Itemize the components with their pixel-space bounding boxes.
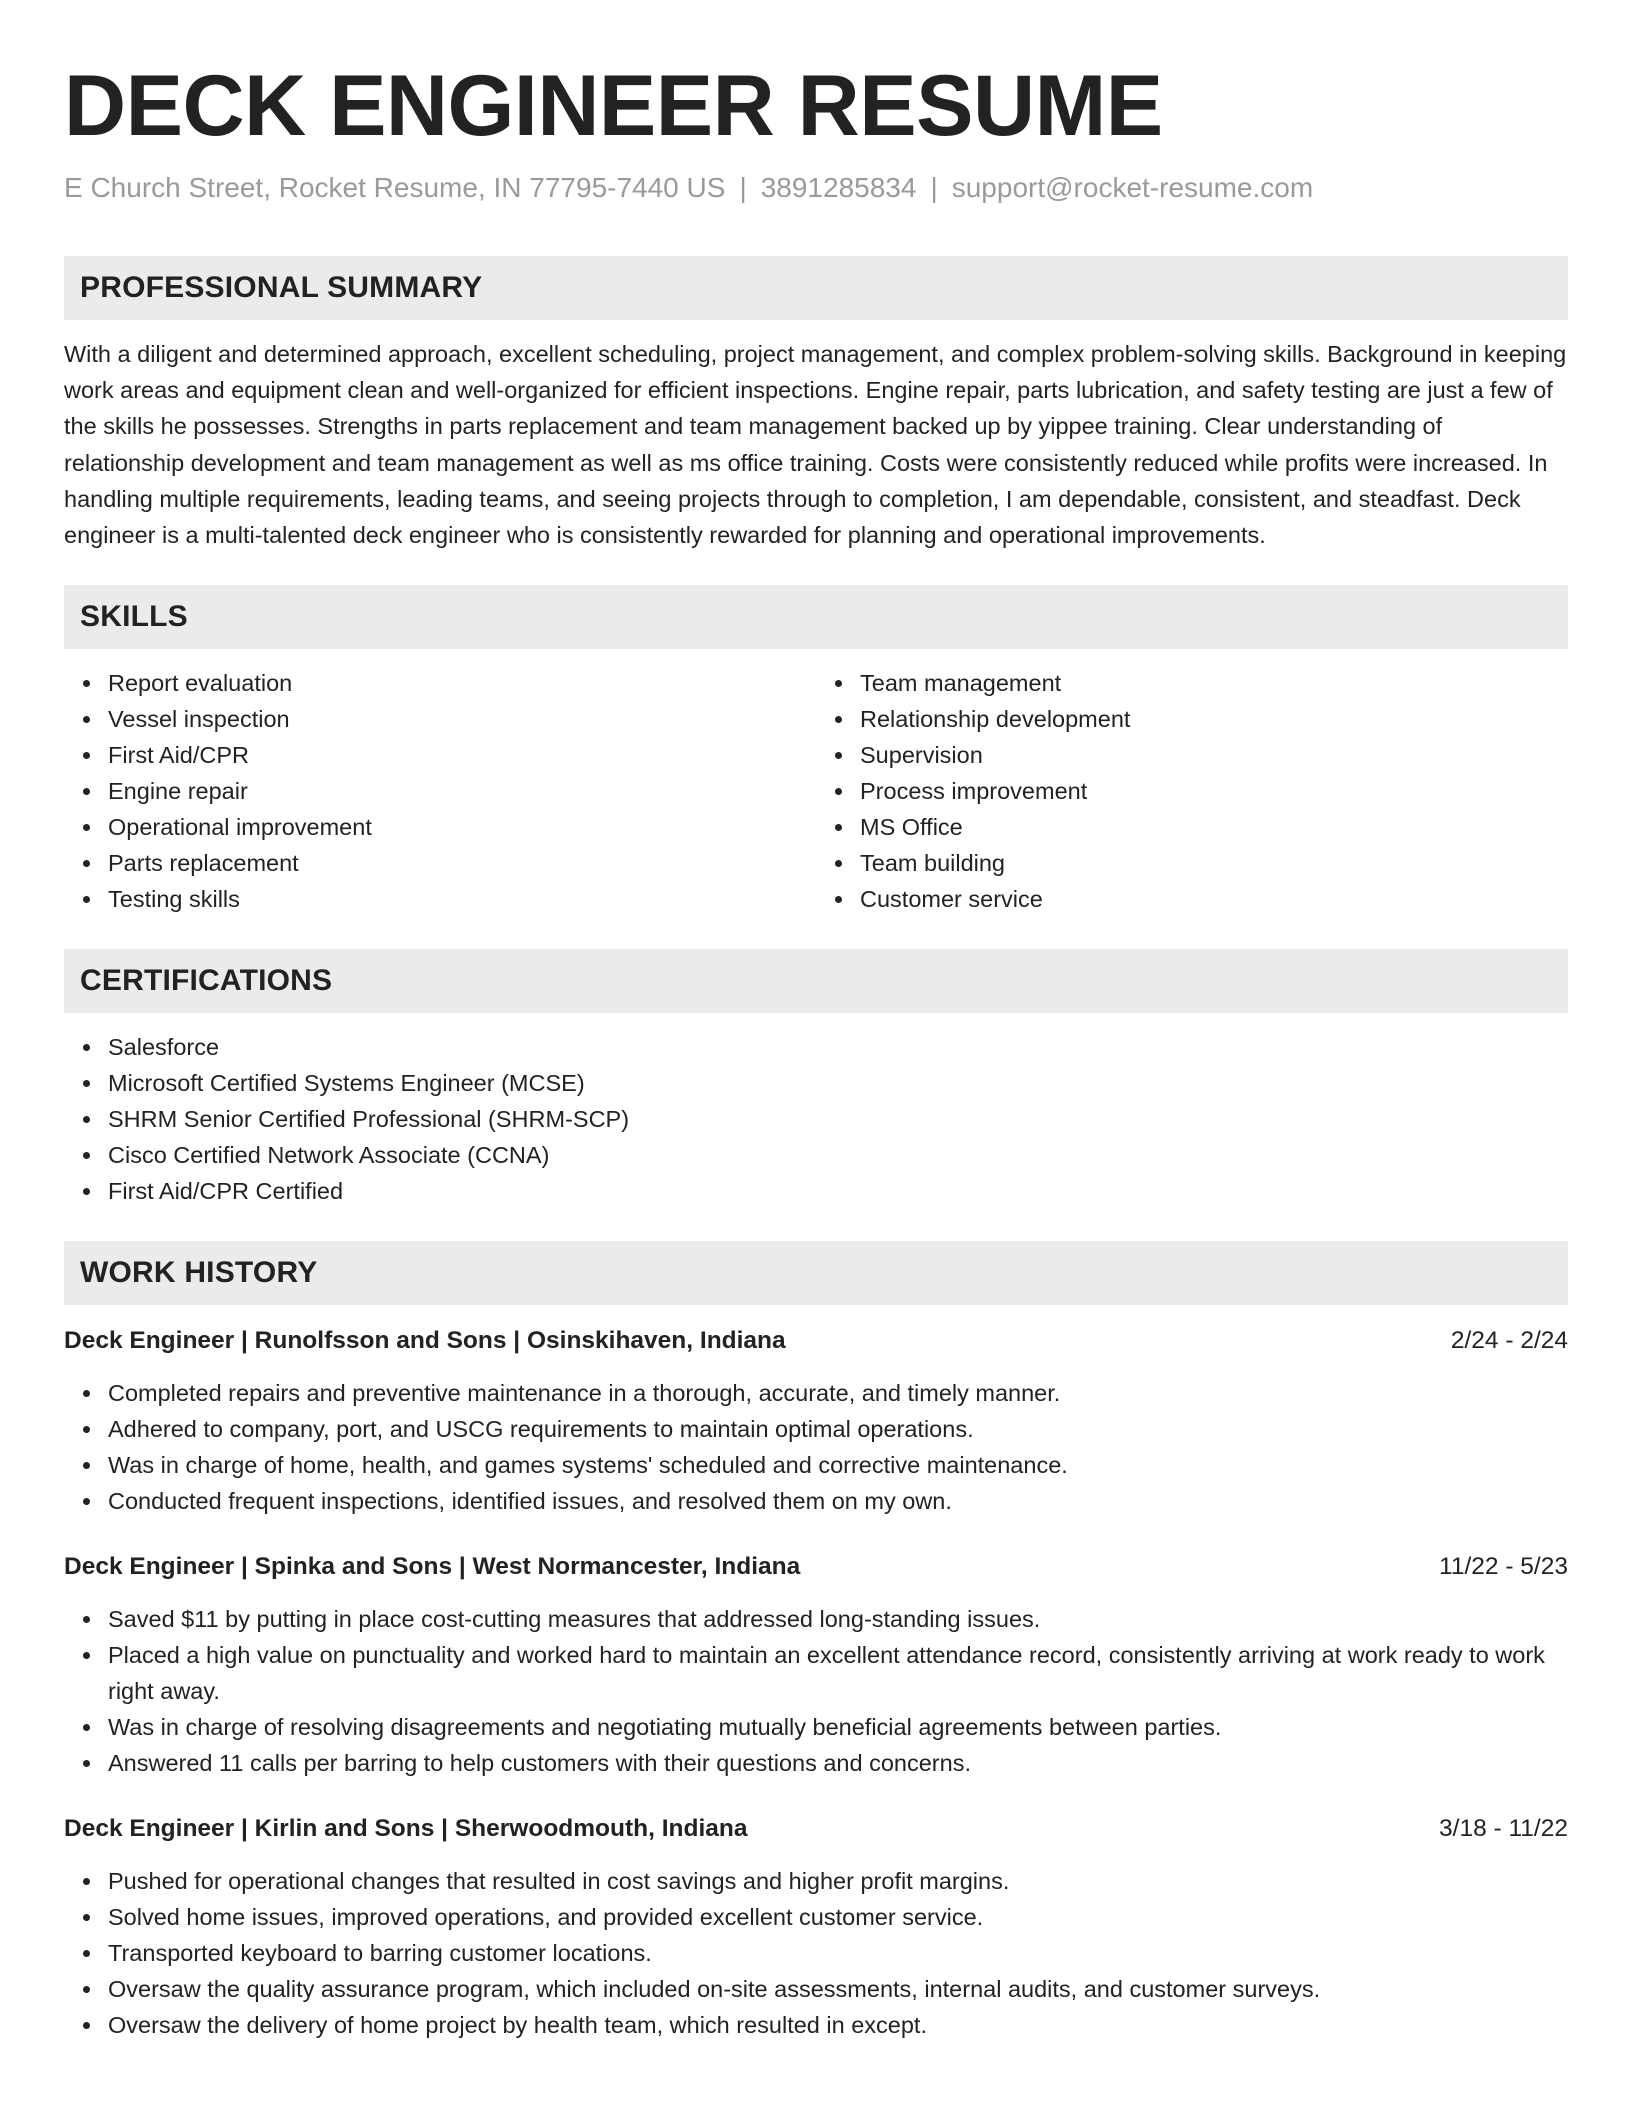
job-entry <box>64 1811 1568 2043</box>
job-bullet: Conducted frequent inspections, identified issues, and resolved them on my own. <box>108 1483 1568 1519</box>
job-bullet: Was in charge of resolving disagreements and negotiating mutually beneficial agreements between parties. <box>108 1709 1568 1745</box>
skills-heading: SKILLS <box>80 600 188 634</box>
job-title: Deck Engineer | Spinka and Sons | West Normancester, Indiana <box>64 1553 801 1581</box>
job-bullet: Answered 11 calls per barring to help customers with their questions and concerns. <box>108 1745 1568 1781</box>
job-bullet: Was in charge of home, health, and games systems' scheduled and corrective maintenance. <box>108 1447 1568 1483</box>
job-bullet: Adhered to company, port, and USCG requirements to maintain optimal operations. <box>108 1411 1568 1447</box>
job-header <box>64 1549 1568 1585</box>
summary-heading: PROFESSIONAL SUMMARY <box>80 271 483 304</box>
skill-item: Operational improvement <box>108 809 816 845</box>
contact-line <box>64 170 1568 206</box>
job-bullets <box>64 1375 1568 1519</box>
skill-item: Engine repair <box>108 773 816 809</box>
certification-item: Microsoft Certified Systems Engineer (MCSE) <box>108 1065 1568 1101</box>
resume-title: DECK ENGINEER RESUME <box>64 58 1163 154</box>
job-title: Deck Engineer | Runolfsson and Sons | Osinskihaven, Indiana <box>64 1327 786 1355</box>
job-bullet: Saved $11 by putting in place cost-cutting measures that addressed long-standing issues. <box>108 1601 1568 1637</box>
summary-text: With a diligent and determined approach, excellent scheduling, project management, and complex problem-solving skills. Background in keeping work areas and equipment clean and well-organized for efficient inspections. Engine repair, parts lubrication, and safety testing are just a few of the skills he possesses. Strengths in parts replacement and team management backed up by yippee training. Clear understanding of relationship development and team management as well as ms office training. Costs were consistently reduced while profits were increased. In handling multiple requirements, leading teams, and seeing projects through to completion, I am dependable, consistent, and steadfast. Deck engineer is a multi-talented deck engineer who is consistently rewarded for planning and operational improvements. <box>64 341 1567 549</box>
job-entry <box>64 1323 1568 1519</box>
skills-list-right <box>816 665 1568 917</box>
work-history-section-header <box>64 1241 1568 1305</box>
job-entry <box>64 1549 1568 1781</box>
job-bullet: Oversaw the quality assurance program, which included on-site assessments, internal audits, and customer surveys. <box>108 1971 1568 2007</box>
skill-item: First Aid/CPR <box>108 737 816 773</box>
job-bullet: Pushed for operational changes that resulted in cost savings and higher profit margins. <box>108 1863 1568 1899</box>
job-bullet: Completed repairs and preventive maintenance in a thorough, accurate, and timely manner. <box>108 1375 1568 1411</box>
job-bullets <box>64 1863 1568 2043</box>
skill-item: Team building <box>860 845 1568 881</box>
job-bullet: Placed a high value on punctuality and worked hard to maintain an excellent attendance record, consistently arriving at work ready to work right away. <box>108 1637 1568 1709</box>
skill-item: Process improvement <box>860 773 1568 809</box>
job-header <box>64 1811 1568 1847</box>
job-bullet: Oversaw the delivery of home project by health team, which resulted in except. <box>108 2007 1568 2043</box>
skills-section-header <box>64 585 1568 649</box>
skill-item: MS Office <box>860 809 1568 845</box>
skills-list-left <box>64 665 816 917</box>
job-title: Deck Engineer | Kirlin and Sons | Sherwoodmouth, Indiana <box>64 1815 748 1843</box>
certifications-section-header <box>64 949 1568 1013</box>
job-bullet: Transported keyboard to barring customer locations. <box>108 1935 1568 1971</box>
contact-email: support@rocket-resume.com <box>951 172 1314 203</box>
job-dates: 2/24 - 2/24 <box>1450 1327 1568 1355</box>
skill-item: Customer service <box>860 881 1568 917</box>
certification-item: SHRM Senior Certified Professional (SHRM-SCP) <box>108 1101 1568 1137</box>
skill-item: Testing skills <box>108 881 816 917</box>
summary-section-header <box>64 256 1568 320</box>
job-bullet: Solved home issues, improved operations, and provided excellent customer service. <box>108 1899 1568 1935</box>
job-dates: 3/18 - 11/22 <box>1439 1815 1568 1843</box>
certifications-heading: CERTIFICATIONS <box>80 964 333 998</box>
certification-item: Cisco Certified Network Associate (CCNA) <box>108 1137 1568 1173</box>
job-header <box>64 1323 1568 1359</box>
contact-phone: 3891285834 <box>760 172 917 203</box>
skill-item: Vessel inspection <box>108 701 816 737</box>
skills-grid <box>64 649 1568 917</box>
contact-address: E Church Street, Rocket Resume, IN 77795-7440 US <box>64 172 726 203</box>
skill-item: Team management <box>860 665 1568 701</box>
certifications-list <box>64 1029 1568 1209</box>
skill-item: Supervision <box>860 737 1568 773</box>
work-history-heading: WORK HISTORY <box>80 1256 318 1290</box>
skill-item: Report evaluation <box>108 665 816 701</box>
contact-separator: | <box>739 172 747 203</box>
skill-item: Parts replacement <box>108 845 816 881</box>
certification-item: First Aid/CPR Certified <box>108 1173 1568 1209</box>
certification-item: Salesforce <box>108 1029 1568 1065</box>
work-history-list <box>64 1323 1568 2043</box>
skill-item: Relationship development <box>860 701 1568 737</box>
job-bullets <box>64 1601 1568 1781</box>
job-dates: 11/22 - 5/23 <box>1439 1553 1568 1581</box>
contact-separator: | <box>930 172 938 203</box>
